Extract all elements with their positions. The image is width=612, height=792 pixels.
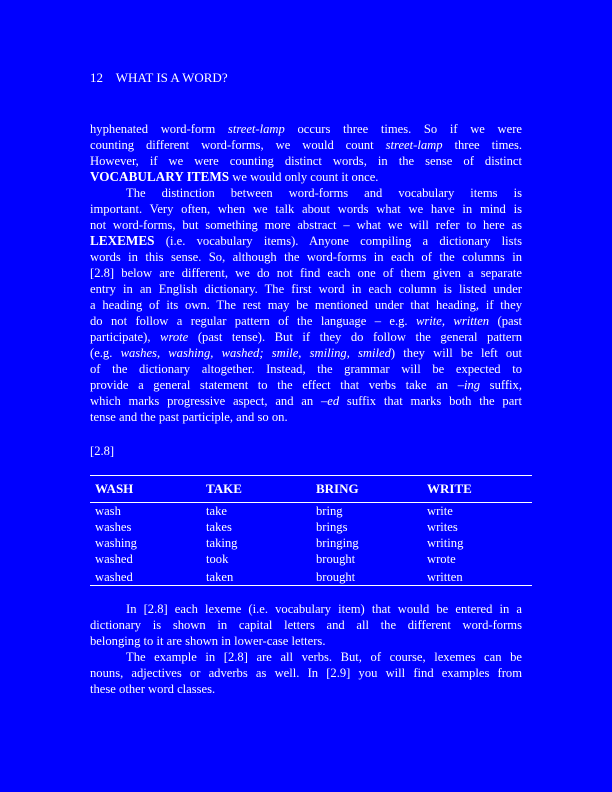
text-line (90, 329, 522, 345)
table-cell: written (427, 570, 463, 584)
text-line (90, 153, 522, 169)
column-header: WRITE (427, 481, 472, 496)
text-run: participate), (90, 330, 161, 344)
text-run: belonging to it are shown in lower-case letters. (90, 634, 326, 648)
table-cell: brought (316, 552, 356, 566)
text-run: we would only count it once. (229, 170, 379, 184)
table-cell: wash (95, 504, 121, 518)
table-cell: takes (206, 520, 232, 534)
text-run: hyphenated word-form (90, 122, 228, 136)
running-title: WHAT IS A WORD? (115, 70, 228, 85)
text-run: not word-forms, but something more abstract – what we will refer to here as (90, 218, 522, 232)
text-run: words in this sense. So, although the word-forms in each of the columns in (90, 250, 522, 264)
text-run: In [2.8] each lexeme (i.e. vocabulary item) that would be entered in a (126, 602, 522, 616)
text-run: counting different word-forms, we would count (90, 138, 386, 152)
table-cell: brings (316, 520, 348, 534)
text-line (90, 617, 522, 633)
text-line (90, 393, 522, 409)
table-bottom-rule (90, 585, 532, 586)
table-top-rule (90, 475, 532, 476)
italic-term: washes, washing, washed; smile, smiling, smiled (120, 346, 391, 360)
column-header: TAKE (206, 481, 242, 496)
text-run: suffix that marks both the part (339, 394, 522, 408)
text-run: three times. (442, 138, 522, 152)
text-run: The distinction between word-forms and vocabulary items is (126, 186, 522, 200)
text-run: important. Very often, when we talk about words what we have in mind is (90, 202, 522, 216)
text-line (90, 265, 522, 281)
table-cell: taken (206, 570, 234, 584)
text-line (90, 409, 522, 425)
text-run: (e.g. (90, 346, 121, 360)
table-header-rule (90, 502, 532, 503)
text-line (90, 137, 522, 153)
text-line (90, 297, 522, 313)
table-cell: washed (95, 570, 133, 584)
table-cell: write (427, 504, 453, 518)
table-cell: writing (427, 536, 464, 550)
table-cell: washes (95, 520, 132, 534)
table-cell: brought (316, 570, 356, 584)
table-cell: take (206, 504, 227, 518)
text-line (90, 281, 522, 297)
text-line (90, 345, 522, 361)
table-cell: taking (206, 536, 238, 550)
text-run: ) they will be left out (390, 346, 522, 360)
text-run: suffix, (480, 378, 522, 392)
text-line (90, 233, 522, 249)
italic-term: write, written (415, 314, 490, 328)
text-run: [2.8] below are different, we do not find each one of them given a separate (90, 266, 522, 280)
text-run: do not follow a regular pattern of the language – e.g. (90, 314, 416, 328)
running-header (90, 70, 228, 86)
text-run: of the dictionary altogether. Instead, the grammar will be expected to (90, 362, 522, 376)
text-run: (past tense). But if they do follow the general pattern (188, 330, 522, 344)
table-cell: writes (427, 520, 458, 534)
text-run: The example in [2.8] are all verbs. But, of course, lexemes can be (126, 650, 522, 664)
text-line (126, 601, 522, 617)
text-line (90, 169, 522, 185)
table-cell: washed (95, 552, 133, 566)
bold-term: LEXEMES (90, 233, 155, 248)
text-run: provide a general statement to the effect that verbs take an (90, 378, 458, 392)
bold-term: VOCABULARY ITEMS (90, 169, 230, 184)
text-line (90, 665, 522, 681)
text-line (90, 361, 522, 377)
italic-term: –ing (457, 378, 481, 392)
text-run: occurs three times. So if we were (284, 122, 522, 136)
page-number: 12 (90, 70, 103, 85)
text-line (126, 185, 522, 201)
italic-term: street-lamp (227, 122, 285, 136)
table-cell: washing (95, 536, 137, 550)
text-run: tense and the past participle, and so on. (90, 410, 288, 424)
text-line (90, 681, 522, 697)
table-cell: took (206, 552, 229, 566)
text-run: (i.e. vocabulary items). Anyone compiling a dictionary lists (154, 234, 522, 248)
text-line (90, 217, 522, 233)
text-run: a heading of its own. The rest may be mentioned under that heading, if they (90, 298, 522, 312)
text-line (90, 121, 522, 137)
text-line (90, 377, 522, 393)
text-run: entry in an English dictionary. The first word in each column is listed under (90, 282, 522, 296)
text-run: (past (489, 314, 522, 328)
text-line (90, 313, 522, 329)
table-cell: bring (316, 504, 343, 518)
text-run: However, if we were counting distinct words, in the sense of distinct (90, 154, 522, 168)
text-run: these other word classes. (90, 682, 216, 696)
column-header: WASH (95, 481, 134, 496)
text-run: dictionary is shown in capital letters and all the different word-forms (90, 618, 522, 632)
table-cell: bringing (316, 536, 359, 550)
italic-term: –ed (320, 394, 340, 408)
text-line (126, 649, 522, 665)
table-cell: wrote (427, 552, 456, 566)
text-run: nouns, adjectives or adverbs as well. In [2.9] you will find examples from (90, 666, 522, 680)
text-line (90, 633, 522, 649)
italic-term: street-lamp (385, 138, 443, 152)
example-label: [2.8] (90, 444, 115, 458)
italic-term: wrote (160, 330, 189, 344)
text-line (90, 249, 522, 265)
text-run: which marks progressive aspect, and an (90, 394, 321, 408)
column-header: BRING (316, 481, 359, 496)
text-line (90, 201, 522, 217)
